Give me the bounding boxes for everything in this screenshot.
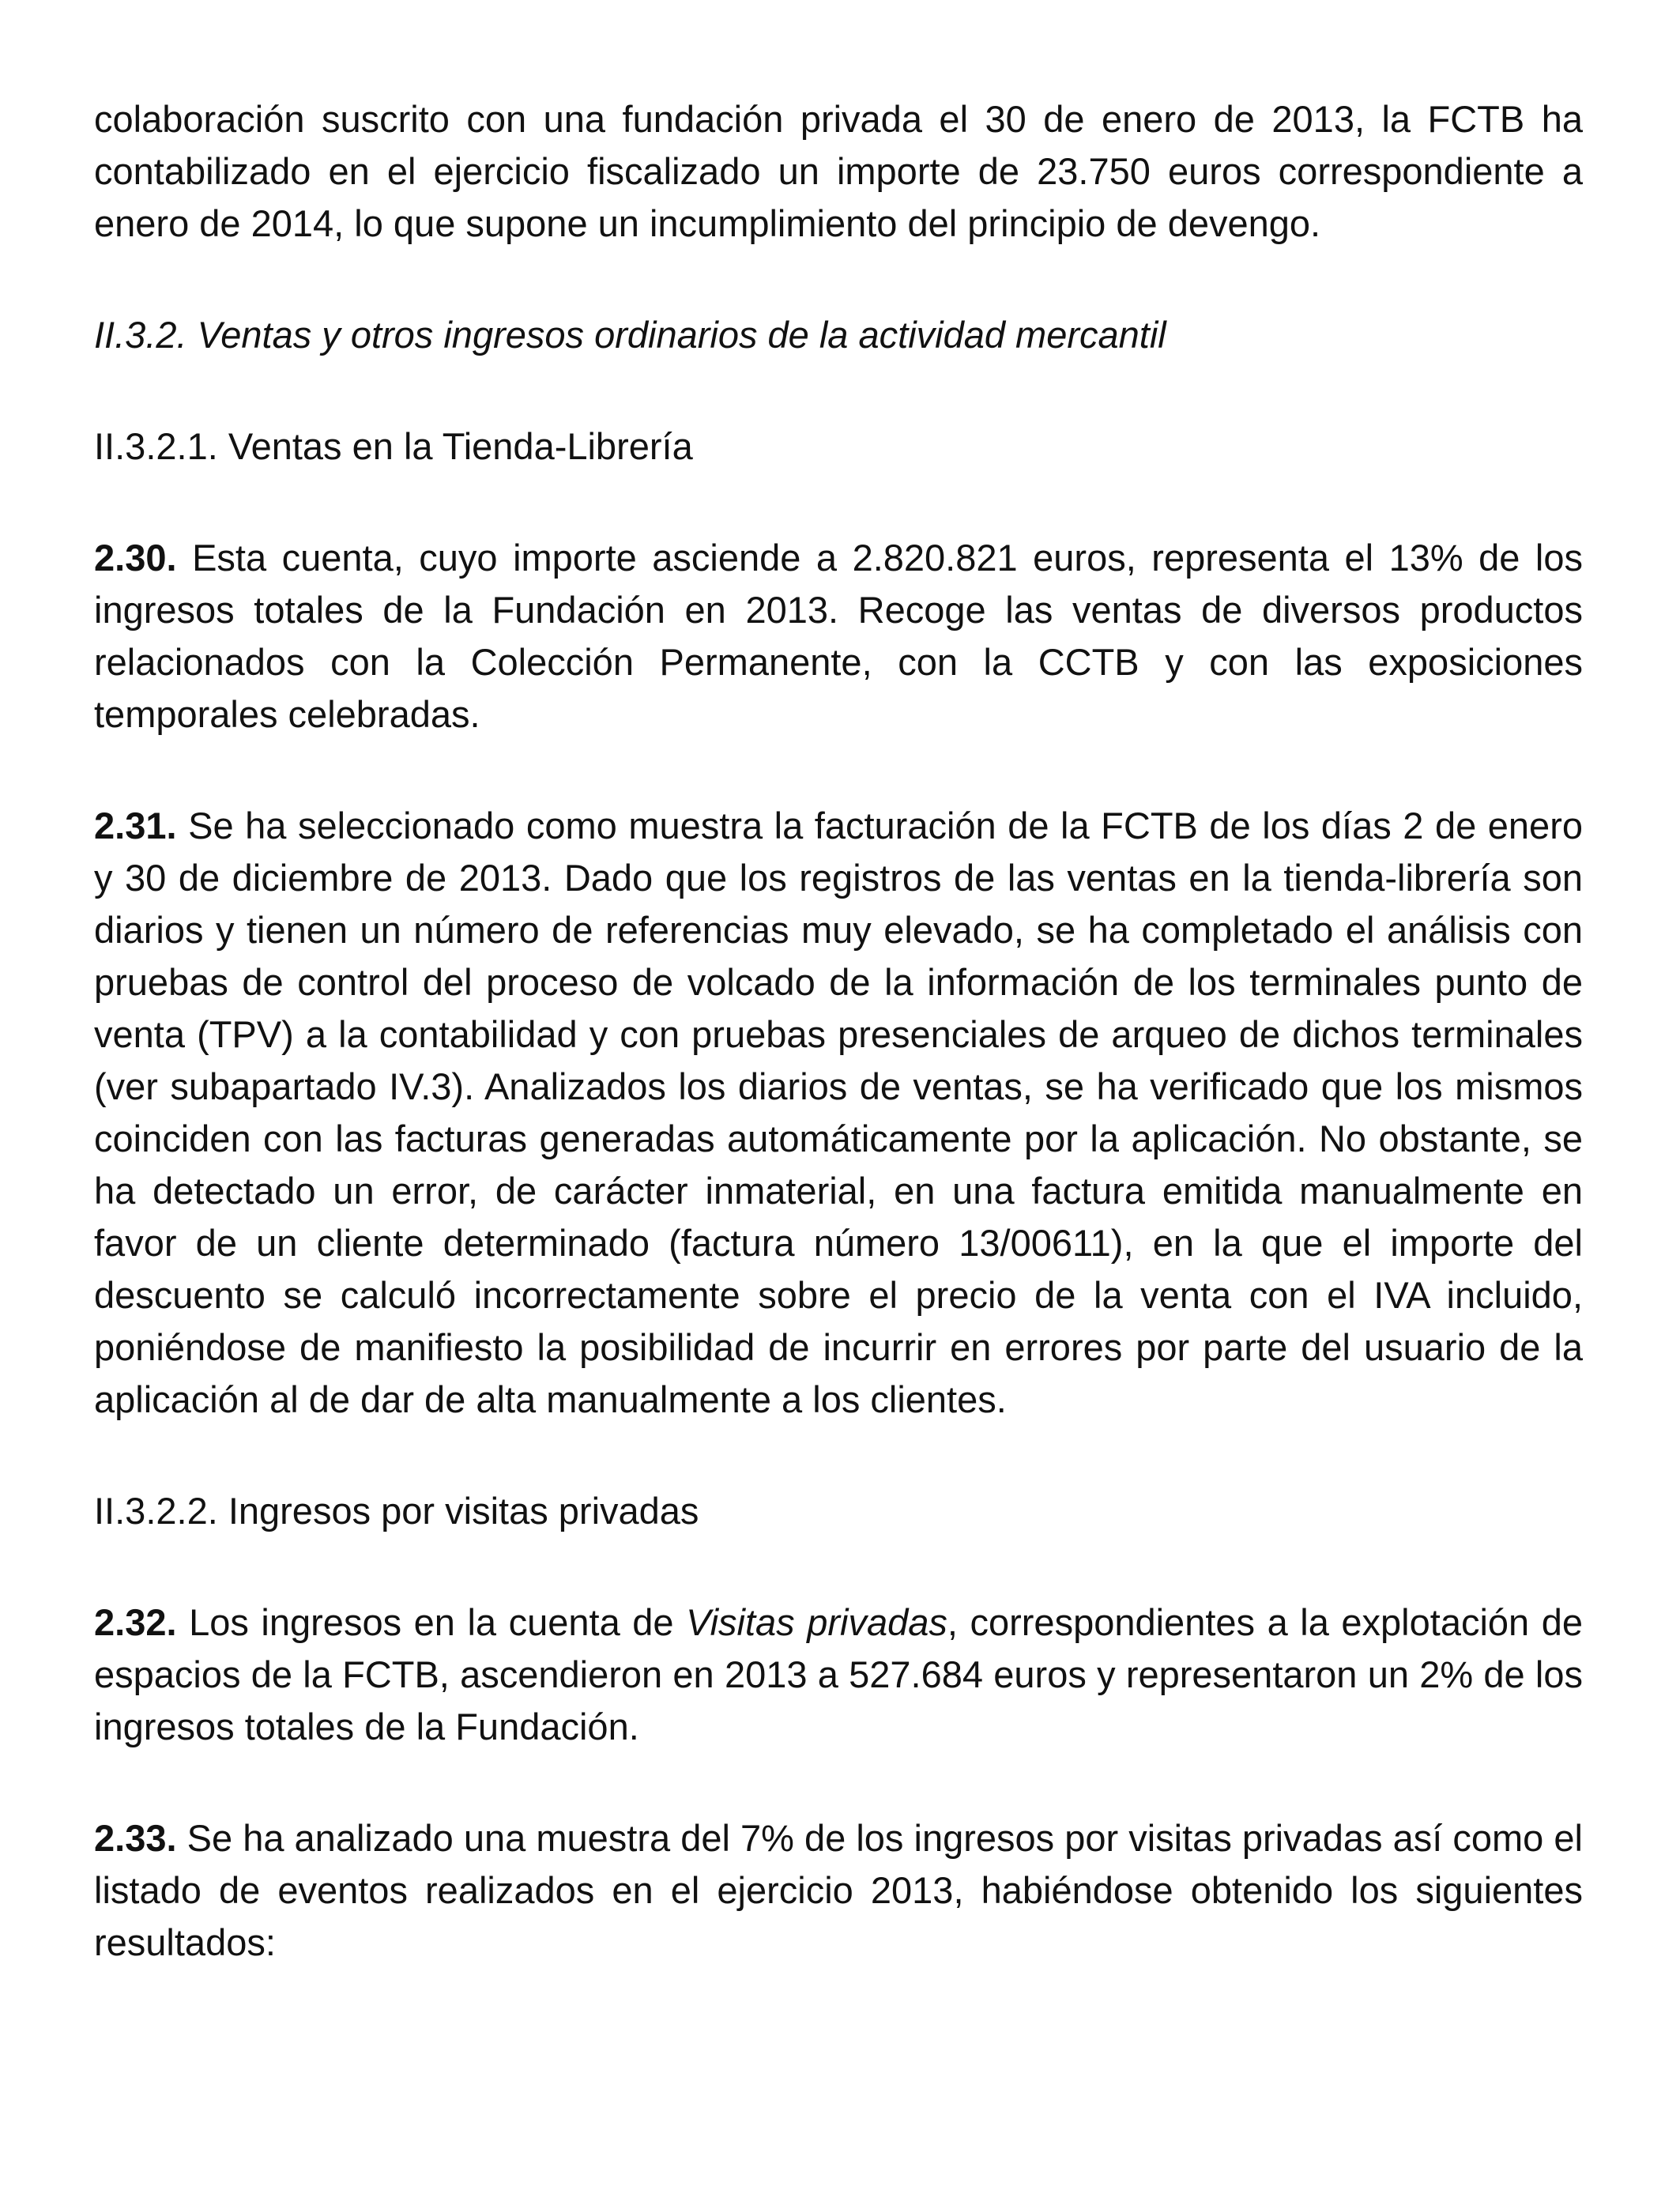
- paragraph-2-30: [94, 532, 1583, 741]
- subsection-heading-visitas: II.3.2.2. Ingresos por visitas privadas: [94, 1490, 699, 1532]
- paragraph-text: Esta cuenta, cuyo importe asciende a 2.820.821 euros, representa el 13% de los ingresos totales de la Fundación en 2013. Recoge las ventas de diversos productos relacionados con la Colección Permanente, con la CCTB y con las exposiciones temporales celebradas.: [94, 537, 1583, 735]
- paragraph-text-after: , correspondientes a la explotación de espacios de la FCTB, ascendieron en 2013 a 527.684 euros y representaron un 2% de los ingresos totales de la Fundación.: [94, 1601, 1584, 1747]
- paragraph-text-before: Los ingresos en la cuenta de: [189, 1601, 687, 1643]
- paragraph-2-32: [94, 1596, 1583, 1753]
- paragraph-emphasis: Visitas privadas: [686, 1601, 947, 1643]
- paragraph-2-31: [94, 800, 1583, 1426]
- paragraph-2-33: [94, 1812, 1583, 1969]
- paragraph-number: 2.32.: [94, 1601, 177, 1643]
- intro-paragraph: colaboración suscrito con una fundación privada el 30 de enero de 2013, la FCTB ha contabilizado en el ejercicio fiscalizado un importe de 23.750 euros correspondiente a enero de 2014, lo que supone un incumplimiento del principio de devengo.: [94, 98, 1583, 244]
- paragraph-text: Se ha seleccionado como muestra la facturación de la FCTB de los días 2 de enero y 30 de diciembre de 2013. Dado que los registros de las ventas en la tienda-librería son diarios y tienen un número de referencias muy elevado, se ha completado el análisis con pruebas de control del proceso de volcado de la información de los terminales punto de venta (TPV) a la contabilidad y con pruebas presenciales de arqueo de dichos terminales (ver subapartado IV.3). Analizados los diarios de ventas, se ha verificado que los mismos coinciden con las facturas generadas automáticamente por la aplicación. No obstante, se ha detectado un error, de carácter inmaterial, en una factura emitida manualmente en favor de un cliente determinado (factura número 13/00611), en la que el importe del descuento se calculó incorrectamente sobre el precio de la venta con el IVA incluido, poniéndose de manifiesto la posibilidad de incurrir en errores por parte del usuario de la aplicación al de dar de alta manualmente a los clientes.: [94, 805, 1583, 1420]
- document-page: [94, 93, 1583, 2028]
- paragraph-number: 2.33.: [94, 1817, 177, 1859]
- paragraph-number: 2.30.: [94, 537, 177, 579]
- section-heading: II.3.2. Ventas y otros ingresos ordinarios de la actividad mercantil: [94, 314, 1166, 356]
- paragraph-text: Se ha analizado una muestra del 7% de los ingresos por visitas privadas así como el listado de eventos realizados en el ejercicio 2013, habiéndose obtenido los siguientes resultados:: [94, 1817, 1583, 1963]
- subsection-heading-tienda: II.3.2.1. Ventas en la Tienda-Librería: [94, 425, 693, 467]
- paragraph-number: 2.31.: [94, 805, 177, 846]
